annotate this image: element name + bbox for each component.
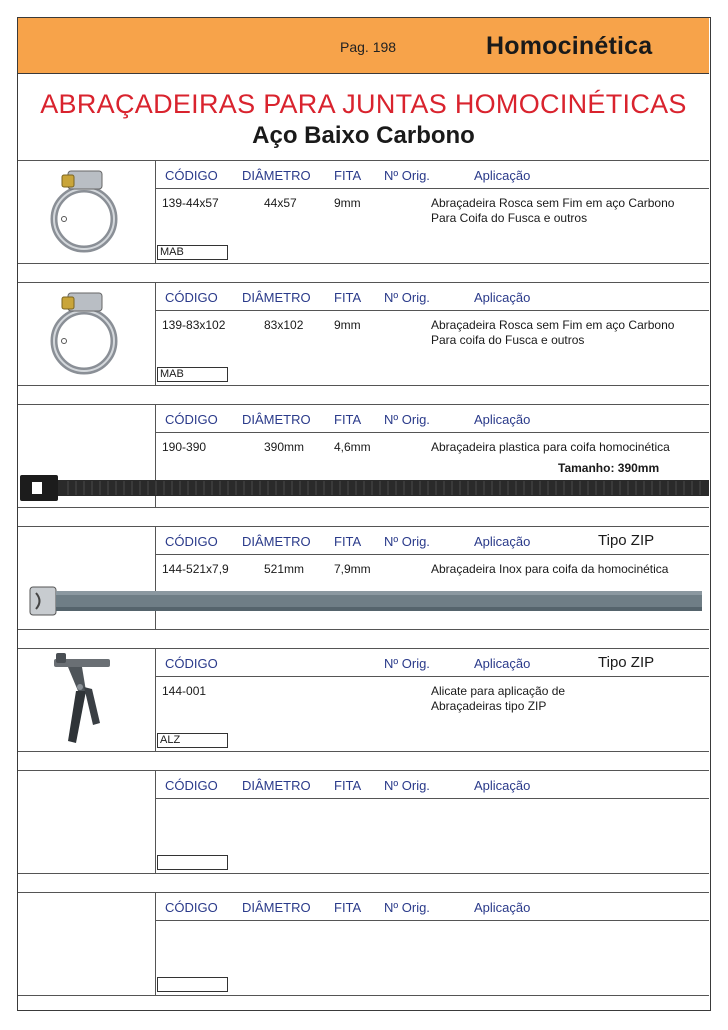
col-codigo: CÓDIGO [165, 534, 218, 549]
divider [18, 263, 709, 264]
product-code: 139-83x102 [162, 318, 226, 332]
divider [18, 629, 709, 630]
col-fita: FITA [334, 534, 362, 549]
col-orig: Nº Orig. [384, 168, 430, 183]
col-aplicacao: Aplicação [474, 168, 531, 183]
cable-tie-icon [18, 473, 709, 503]
product-application: Abraçadeira Rosca sem Fim em aço Carbono Para coifa do Fusca e outros [431, 318, 675, 347]
product-code: 190-390 [162, 440, 207, 454]
divider [18, 995, 709, 996]
page-banner [18, 18, 709, 74]
product-diameter: 390mm [264, 440, 305, 454]
col-orig: Nº Orig. [384, 656, 430, 671]
header-divider [155, 920, 709, 921]
product-row-1 [18, 161, 709, 263]
product-row-3 [18, 405, 709, 507]
divider [18, 751, 709, 752]
column-divider [155, 283, 156, 385]
col-orig: Nº Orig. [384, 290, 430, 305]
product-brand: MAB [157, 245, 228, 260]
product-diameter: 44x57 [264, 196, 297, 210]
col-aplicacao: Aplicação [474, 412, 531, 427]
column-divider [155, 771, 156, 873]
product-row-7 [18, 893, 709, 995]
product-row-4 [18, 527, 709, 629]
col-fita: FITA [334, 290, 362, 305]
product-band: 4,6mm [334, 440, 371, 454]
col-codigo: CÓDIGO [165, 168, 218, 183]
product-row-6 [18, 771, 709, 873]
col-fita: FITA [334, 412, 362, 427]
section-title: Homocinética [486, 32, 653, 60]
col-diametro: DIÂMETRO [242, 534, 311, 549]
product-brand: ALZ [157, 733, 228, 748]
product-application: Abraçadeira Inox para coifa da homocinética [431, 562, 669, 576]
col-codigo: CÓDIGO [165, 412, 218, 427]
col-codigo: CÓDIGO [165, 656, 218, 671]
product-code: 144-521x7,9 [162, 562, 229, 576]
header-divider [155, 676, 709, 677]
col-diametro: DIÂMETRO [242, 778, 311, 793]
product-application: Alicate para aplicação de Abraçadeiras tipo ZIP [431, 684, 566, 713]
col-fita: FITA [334, 168, 362, 183]
product-brand [157, 855, 228, 870]
col-aplicacao: Aplicação [474, 656, 531, 671]
col-orig: Nº Orig. [384, 412, 430, 427]
col-codigo: CÓDIGO [165, 778, 218, 793]
catalog-subtitle: Aço Baixo Carbono [252, 122, 475, 149]
product-band: 9mm [334, 196, 361, 210]
product-brand [157, 977, 228, 992]
col-diametro: DIÂMETRO [242, 412, 311, 427]
product-band: 7,9mm [334, 562, 371, 576]
steel-strap-icon [24, 583, 709, 619]
col-diametro: DIÂMETRO [242, 900, 311, 915]
product-type: Tipo ZIP [598, 532, 655, 549]
product-band: 9mm [334, 318, 361, 332]
product-code: 139-44x57 [162, 196, 219, 210]
col-fita: FITA [334, 778, 362, 793]
col-codigo: CÓDIGO [165, 290, 218, 305]
col-aplicacao: Aplicação [474, 900, 531, 915]
product-application: Abraçadeira plastica para coifa homocinética [431, 440, 670, 454]
product-diameter: 521mm [264, 562, 305, 576]
header-divider [155, 310, 709, 311]
col-aplicacao: Aplicação [474, 778, 531, 793]
col-diametro: DIÂMETRO [242, 168, 311, 183]
divider [18, 507, 709, 508]
header-divider [155, 432, 709, 433]
page-number: Pag. 198 [340, 39, 397, 55]
column-divider [155, 649, 156, 751]
product-diameter: 83x102 [264, 318, 304, 332]
catalog-page [17, 17, 711, 1011]
hose-clamp-icon [48, 289, 120, 375]
header-divider [155, 798, 709, 799]
product-type: Tipo ZIP [598, 654, 655, 671]
catalog-title: ABRAÇADEIRAS PARA JUNTAS HOMOCINÉTICAS [40, 89, 687, 119]
column-divider [155, 893, 156, 995]
col-fita: FITA [334, 900, 362, 915]
hose-clamp-icon [48, 167, 120, 253]
column-divider [155, 161, 156, 263]
col-aplicacao: Aplicação [474, 290, 531, 305]
col-orig: Nº Orig. [384, 778, 430, 793]
product-code: 144-001 [162, 684, 207, 698]
header-divider [155, 188, 709, 189]
product-size: Tamanho: 390mm [558, 461, 660, 475]
product-row-5 [18, 649, 709, 751]
product-application: Abraçadeira Rosca sem Fim em aço Carbono Para Coifa do Fusca e outros [431, 196, 675, 225]
header-divider [155, 554, 709, 555]
col-diametro: DIÂMETRO [242, 290, 311, 305]
pliers-icon [46, 651, 116, 747]
col-aplicacao: Aplicação [474, 534, 531, 549]
product-brand: MAB [157, 367, 228, 382]
product-row-2 [18, 283, 709, 385]
divider [18, 873, 709, 874]
divider [18, 385, 709, 386]
col-codigo: CÓDIGO [165, 900, 218, 915]
col-orig: Nº Orig. [384, 534, 430, 549]
col-orig: Nº Orig. [384, 900, 430, 915]
